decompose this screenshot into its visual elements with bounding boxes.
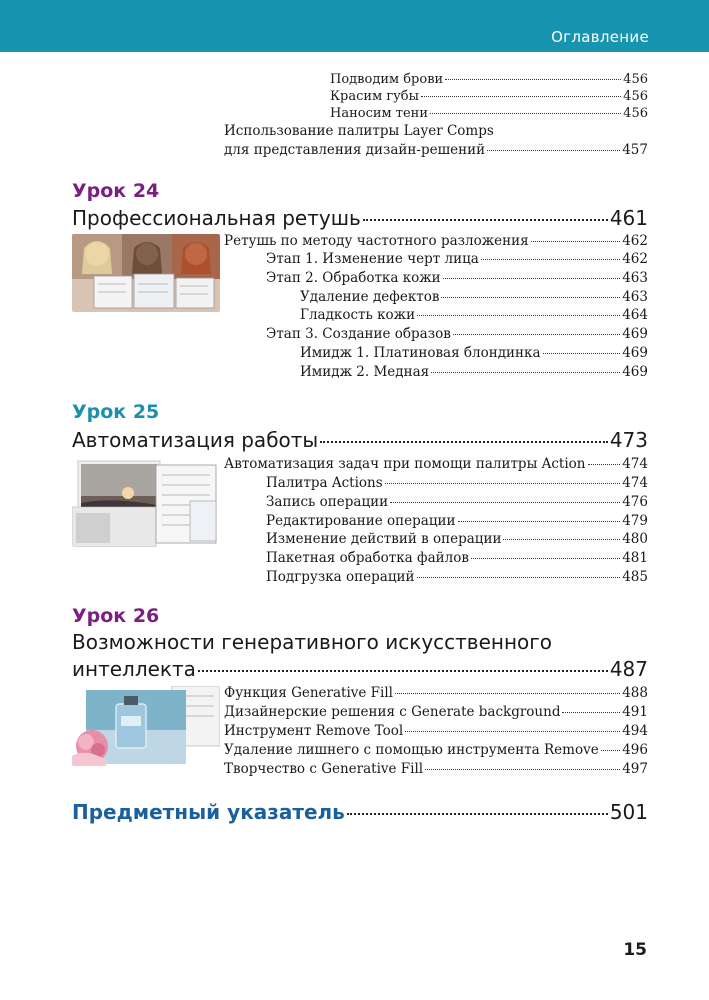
toc-entry: Пакетная обработка файлов 481 bbox=[266, 550, 648, 566]
lesson24-thumbnail bbox=[72, 234, 220, 312]
toc-entry-line1: Использование палитры Layer Comps bbox=[224, 123, 494, 139]
lesson-title: Автоматизация работы 473 bbox=[72, 428, 648, 452]
toc-entry: Имидж 2. Медная 469 bbox=[300, 364, 648, 380]
toc-entry: Имидж 1. Платиновая блондинка 469 bbox=[300, 345, 648, 361]
lesson-title-line1: Возможности генеративного искусственного bbox=[72, 630, 553, 654]
toc-entry: Красим губы 456 bbox=[330, 89, 648, 104]
index-entry: Предметный указатель 501 bbox=[72, 800, 648, 824]
toc-entry: Дизайнерские решения с Generate background 491 bbox=[224, 704, 648, 720]
toc-entry: Палитра Actions 474 bbox=[266, 475, 648, 491]
toc-entry: Удаление дефектов 463 bbox=[300, 289, 648, 305]
lesson-number: Урок 25 bbox=[72, 401, 160, 423]
toc-entry: Подгрузка операций 485 bbox=[266, 569, 648, 585]
toc-entry: Этап 3. Создание образов 469 bbox=[266, 326, 648, 342]
toc-entry: Запись операции 476 bbox=[266, 494, 648, 510]
toc-entry: Инструмент Remove Tool 494 bbox=[224, 723, 648, 739]
lesson-number: Урок 24 bbox=[72, 180, 160, 202]
toc-entry: Функция Generative Fill 488 bbox=[224, 685, 648, 701]
lesson-title: Профессиональная ретушь 461 bbox=[72, 206, 648, 230]
toc-entry: Подводим брови 456 bbox=[330, 72, 648, 87]
toc-entry: Редактирование операции 479 bbox=[266, 513, 648, 529]
lesson26-thumbnail bbox=[72, 686, 220, 766]
toc-entry: Наносим тени 456 bbox=[330, 106, 648, 121]
toc-entry: Этап 1. Изменение черт лица 462 bbox=[266, 251, 648, 267]
toc-entry: Этап 2. Обработка кожи 463 bbox=[266, 270, 648, 286]
toc-entry: для представления дизайн-решений 457 bbox=[224, 142, 648, 158]
toc-entry: Автоматизация задач при помощи палитры Action 474 bbox=[224, 456, 648, 472]
page-number: 15 bbox=[623, 940, 647, 960]
lesson-number: Урок 26 bbox=[72, 605, 160, 627]
toc-entry: Удаление лишнего с помощью инструмента Remove 496 bbox=[224, 742, 648, 758]
toc-entry: Творчество с Generative Fill 497 bbox=[224, 761, 648, 777]
header-title: Оглавление bbox=[551, 28, 649, 46]
page-header-bar bbox=[0, 0, 709, 52]
toc-entry: Ретушь по методу частотного разложения 462 bbox=[224, 233, 648, 249]
toc-entry: Изменение действий в операции 480 bbox=[266, 531, 648, 547]
lesson-title: интеллекта 487 bbox=[72, 657, 648, 681]
lesson25-thumbnail bbox=[72, 457, 220, 547]
toc-entry: Гладкость кожи 464 bbox=[300, 307, 648, 323]
